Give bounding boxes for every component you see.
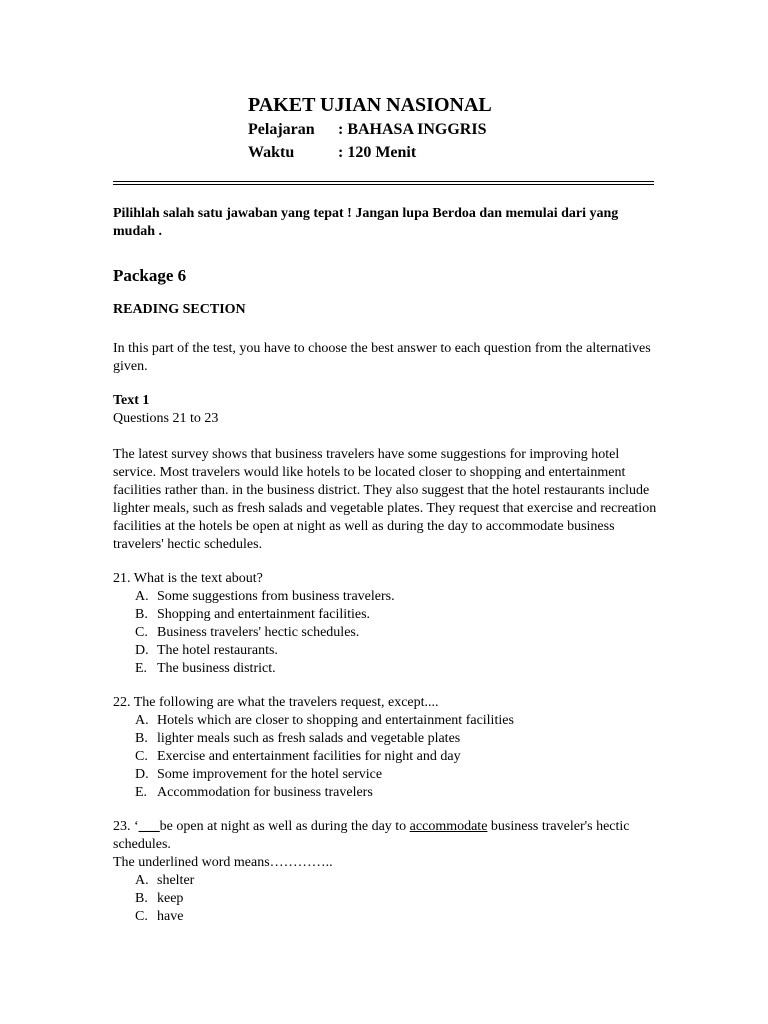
underlined-word: accommodate — [409, 819, 488, 834]
option-text: Accommodation for business travelers — [157, 785, 373, 800]
exam-title: PAKET UJIAN NASIONAL — [248, 94, 492, 116]
answer-blank: ___ — [138, 819, 160, 834]
option-item — [135, 908, 658, 926]
time-row — [248, 141, 492, 164]
option-letter: C. — [135, 625, 148, 640]
option-letter: B. — [135, 891, 148, 906]
question-stem — [113, 818, 658, 854]
option-letter: D. — [135, 767, 149, 782]
question-stem: 21. What is the text about? — [113, 571, 263, 586]
option-letter: A. — [135, 873, 149, 888]
section-heading: READING SECTION — [113, 302, 246, 317]
instruction-text: Pilihlah salah satu jawaban yang tepat ! Jangan lupa Berdoa dan memulai dari yang mudah . — [113, 206, 619, 239]
option-text: shelter — [157, 873, 195, 888]
option-item — [135, 606, 658, 624]
intro-text: In this part of the test, you have to choose the best answer to each question from the alternatives given. — [113, 341, 651, 374]
options-list — [113, 588, 658, 678]
stem-suffix: business traveler's hectic schedules. — [113, 819, 630, 852]
option-item — [135, 766, 658, 784]
option-item — [135, 748, 658, 766]
exam-header — [248, 92, 492, 164]
option-text: Shopping and entertainment facilities. — [157, 607, 371, 622]
package-heading: Package 6 — [113, 266, 187, 285]
option-text: Business travelers' hectic schedules. — [157, 625, 360, 640]
option-letter: B. — [135, 607, 148, 622]
option-text: keep — [157, 891, 184, 906]
option-text: have — [157, 909, 184, 924]
option-text: Some suggestions from business travelers. — [157, 589, 395, 604]
option-text: The business district. — [157, 661, 276, 676]
subject-row — [248, 118, 492, 141]
stem-prefix: 23. ‘ — [113, 819, 139, 834]
option-item — [135, 890, 658, 908]
options-list — [113, 712, 658, 802]
divider-line-top — [113, 181, 654, 182]
option-text: lighter meals such as fresh salads and vegetable plates — [157, 731, 461, 746]
question-stem: 22. The following are what the travelers request, except.... — [113, 695, 439, 710]
option-item — [135, 872, 658, 890]
option-text: The hotel restaurants. — [157, 643, 278, 658]
option-item — [135, 642, 658, 660]
questions-range: Questions 21 to 23 — [113, 411, 219, 426]
option-letter: B. — [135, 731, 148, 746]
time-label: Waktu — [248, 144, 295, 161]
option-item — [135, 712, 658, 730]
option-letter: E. — [135, 785, 148, 800]
exam-content — [113, 205, 658, 942]
question-22 — [113, 694, 658, 802]
option-text: Exercise and entertainment facilities for night and day — [157, 749, 461, 764]
question-21 — [113, 570, 658, 678]
option-item — [135, 784, 658, 802]
options-list — [113, 872, 658, 926]
option-letter: C. — [135, 749, 148, 764]
question-prompt: The underlined word means………….. — [113, 855, 333, 870]
option-letter: C. — [135, 909, 148, 924]
option-letter: E. — [135, 661, 148, 676]
option-letter: A. — [135, 589, 149, 604]
option-letter: D. — [135, 643, 149, 658]
text-title: Text 1 — [113, 393, 150, 408]
reading-passage: The latest survey shows that business travelers have some suggestions for improving hotel service. Most travelers would like hotels to be located closer to shopping and entertainment facilities rather than. in the business district. They also suggest that the hotel restaurants include lighter meals, such as fresh salads and vegetable plates. They request that exercise and recreation facilities at the hotels be open at night as well as during the day to accommodate business travelers' hectic schedules. — [113, 447, 657, 552]
option-item — [135, 730, 658, 748]
subject-value: : BAHASA INGGRIS — [338, 121, 487, 138]
option-item — [135, 588, 658, 606]
option-item — [135, 624, 658, 642]
time-value: : 120 Menit — [338, 144, 417, 161]
question-23 — [113, 818, 658, 926]
option-letter: A. — [135, 713, 149, 728]
option-text: Hotels which are closer to shopping and entertainment facilities — [157, 713, 514, 728]
stem-mid: be open at night as well as during the day to — [159, 819, 410, 834]
option-item — [135, 660, 658, 678]
subject-label: Pelajaran — [248, 121, 315, 138]
divider-line-bottom — [113, 184, 654, 185]
option-text: Some improvement for the hotel service — [157, 767, 383, 782]
